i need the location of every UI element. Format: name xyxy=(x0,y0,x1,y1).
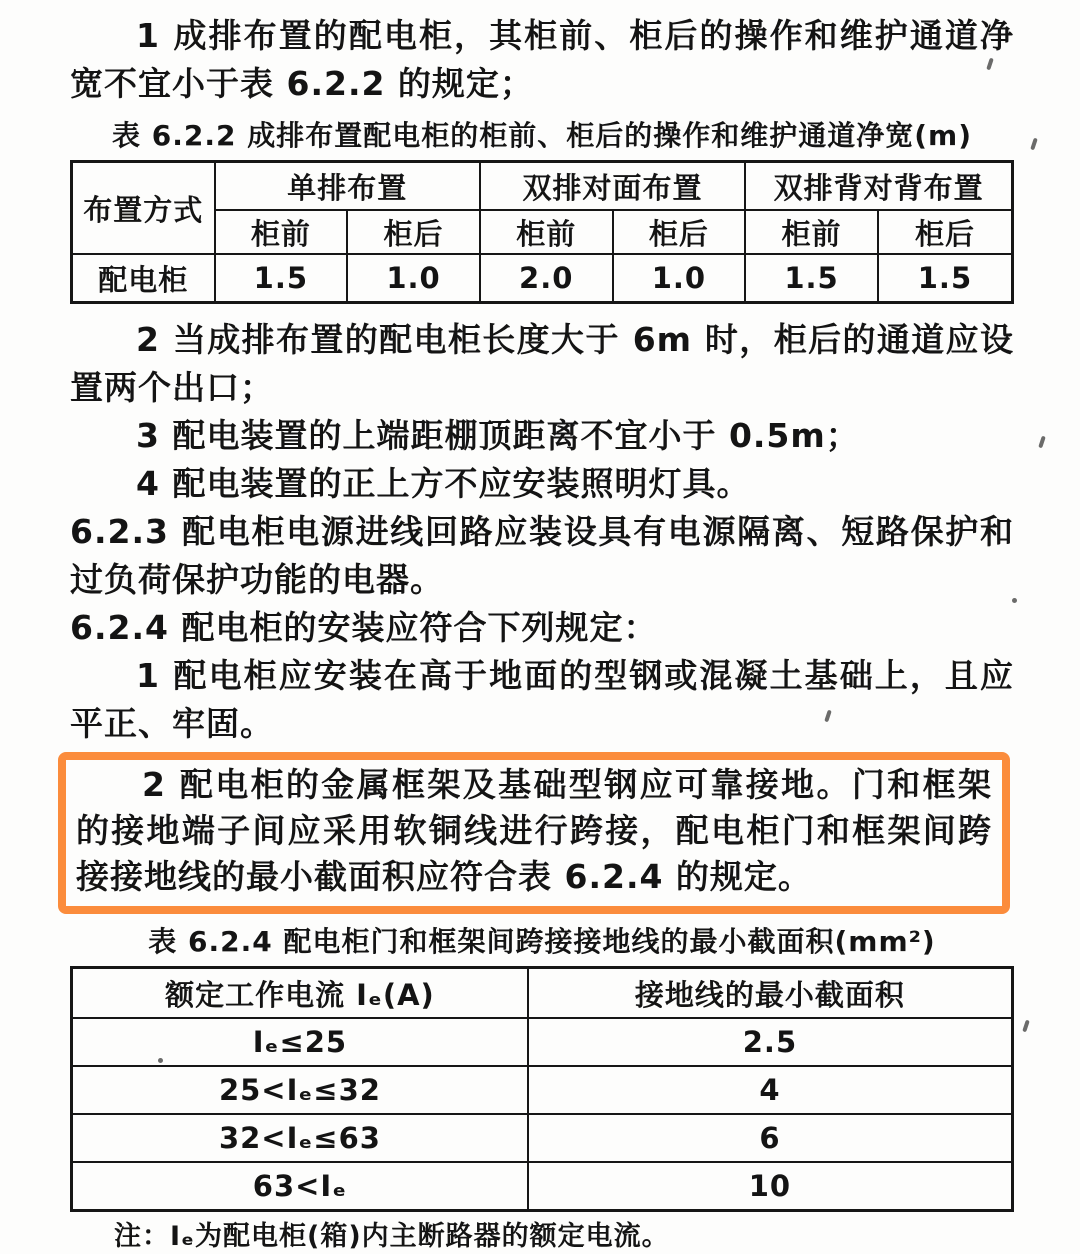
clause-624-item2-highlighted: 2 配电柜的金属框架及基础型钢应可靠接地。门和框架的接地端子间应采用软铜线进行跨接，配电柜门和框架间跨接接地线的最小截面积应符合表 6.2.4 的规定。 xyxy=(76,765,992,896)
table-row xyxy=(72,1162,1013,1211)
table-622-subheader: 柜前 xyxy=(745,210,878,254)
table-624-col-header-current: 额定工作电流 Iₑ(A) xyxy=(72,968,528,1019)
table-row xyxy=(72,1114,1013,1162)
table-622-value: 1.0 xyxy=(613,254,746,303)
table-624-cell: 6 xyxy=(528,1114,1013,1162)
table-624-cell: 2.5 xyxy=(528,1018,1013,1066)
table-622-value: 2.0 xyxy=(480,254,613,303)
table-624-cell: Iₑ≤25 xyxy=(72,1018,528,1066)
table-624 xyxy=(70,966,1014,1212)
table-622-value: 1.5 xyxy=(745,254,878,303)
scan-artifact xyxy=(1012,598,1017,603)
table-624-caption: 表 6.2.4 配电柜门和框架间跨接接地线的最小截面积(mm²) xyxy=(148,925,936,958)
table-624-cell: 32<Iₑ≤63 xyxy=(72,1114,528,1162)
clause-623: 6.2.3 配电柜电源进线回路应装设具有电源隔离、短路保护和过负荷保护功能的电器。 xyxy=(70,512,1014,599)
clause-624-item1: 1 配电柜应安装在高于地面的型钢或混凝土基础上，且应平正、牢固。 xyxy=(70,656,1014,743)
table-624-cell: 10 xyxy=(528,1162,1013,1211)
clause-624: 6.2.4 配电柜的安装应符合下列规定： xyxy=(70,608,658,647)
table-622-caption: 表 6.2.2 成排布置配电柜的柜前、柜后的操作和维护通道净宽(m) xyxy=(112,119,972,152)
table-624-header-row xyxy=(72,968,1013,1019)
table-622-subheader: 柜后 xyxy=(347,210,480,254)
table-622-value: 1.5 xyxy=(215,254,348,303)
clause-62-item3: 3 配电装置的上端距棚顶距离不宜小于 0.5m； xyxy=(136,416,860,455)
clause-62-item4: 4 配电装置的正上方不应安装照明灯具。 xyxy=(136,464,751,503)
table-624-cell: 4 xyxy=(528,1066,1013,1114)
table-622-group-header-single-row: 单排布置 xyxy=(215,162,480,211)
table-622-group-header-double-facing: 双排对面布置 xyxy=(480,162,745,211)
table-622-row-label: 配电柜 xyxy=(72,254,215,303)
table-622-subheader: 柜后 xyxy=(878,210,1013,254)
table-622-subheader: 柜前 xyxy=(215,210,348,254)
table-622-group-header-double-back: 双排背对背布置 xyxy=(745,162,1012,211)
table-622-value: 1.5 xyxy=(878,254,1013,303)
table-622 xyxy=(70,160,1014,304)
table-622-subheader: 柜后 xyxy=(613,210,746,254)
table-row xyxy=(72,254,1013,303)
table-622-value: 1.0 xyxy=(347,254,480,303)
table-624-col-header-section: 接地线的最小截面积 xyxy=(528,968,1013,1019)
table-622-subheader: 柜前 xyxy=(480,210,613,254)
table-row xyxy=(72,1018,1013,1066)
table-622-corner-header: 布置方式 xyxy=(72,162,215,255)
clause-62-item1: 1 成排布置的配电柜，其柜前、柜后的操作和维护通道净宽不宜小于表 6.2.2 的规定； xyxy=(70,16,1014,103)
table-624-cell: 63<Iₑ xyxy=(72,1162,528,1211)
scan-artifact xyxy=(158,1058,163,1063)
table-row xyxy=(72,1066,1013,1114)
table-624-note: 注：Iₑ为配电柜(箱)内主断路器的额定电流。 xyxy=(114,1221,670,1252)
highlight-box xyxy=(58,752,1010,914)
table-624-cell: 25<Iₑ≤32 xyxy=(72,1066,528,1114)
clause-62-item2: 2 当成排布置的配电柜长度大于 6m 时，柜后的通道应设置两个出口； xyxy=(70,320,1014,407)
